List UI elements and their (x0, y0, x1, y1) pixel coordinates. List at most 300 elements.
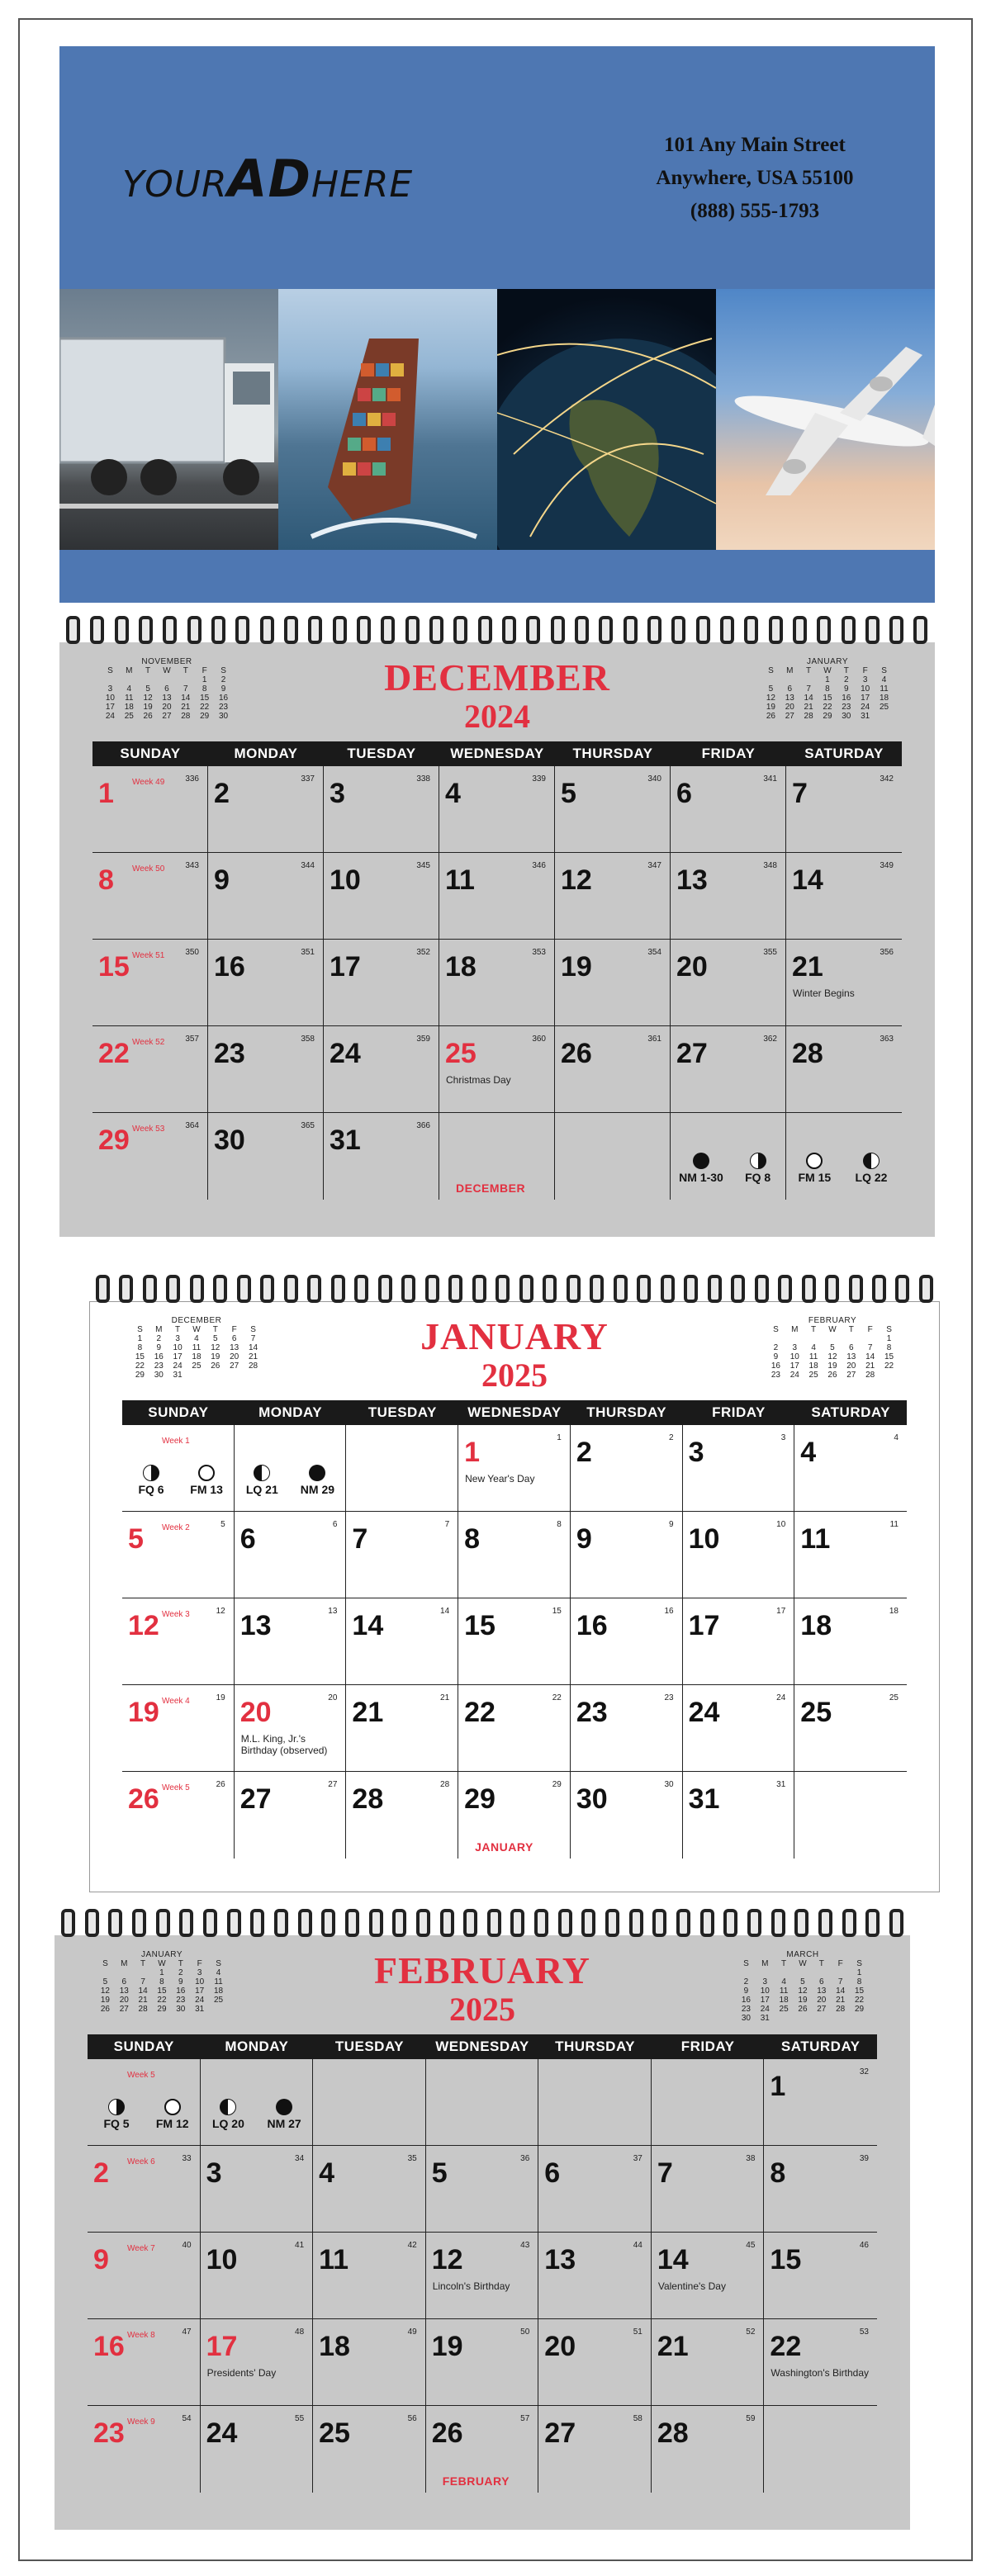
day-of-year: 353 (532, 948, 546, 957)
day-of-year: 352 (416, 948, 430, 957)
mini-date: 16 (176, 1986, 186, 1996)
mini-date: 1 (825, 675, 830, 684)
spiral-ring (429, 616, 443, 644)
mini-date: 1 (886, 1334, 892, 1343)
spiral-ring (700, 1909, 714, 1937)
mini-date: 20 (785, 703, 794, 712)
weekday-label: WEDNESDAY (435, 2039, 529, 2054)
day-cell (458, 1685, 571, 1772)
day-cell (439, 766, 555, 853)
prev-month-mini-calendar (101, 657, 233, 721)
mini-dow-label: T (811, 1325, 817, 1334)
day-cell (439, 1026, 555, 1113)
mini-date: 24 (861, 703, 870, 712)
mini-dow-label: W (158, 1959, 166, 1968)
spiral-ring (526, 616, 540, 644)
spiral-ring (115, 616, 129, 644)
mini-dow-label: F (862, 666, 868, 675)
mini-date (120, 675, 139, 684)
mini-date: 11 (808, 1352, 818, 1361)
mini-date: 7 (867, 1343, 873, 1352)
spiral-ring (624, 616, 638, 644)
mini-calendar-title: JANUARY (807, 657, 848, 666)
mini-date: 7 (837, 1977, 843, 1986)
day-cell (794, 1512, 907, 1598)
day-cell (555, 766, 671, 853)
weekday-label: MONDAY (234, 746, 298, 761)
address-line-1: 101 Any Main Street (664, 134, 846, 156)
mini-date: 28 (248, 1361, 258, 1371)
day-cell (426, 2059, 539, 2146)
mini-date: 5 (768, 684, 774, 694)
weekday-label: SUNDAY (113, 2039, 174, 2054)
day-number: 7 (657, 2157, 673, 2189)
day-of-year: 360 (532, 1035, 546, 1044)
day-of-year: 19 (216, 1693, 225, 1702)
day-cell (555, 853, 671, 940)
spiral-ring (250, 1909, 264, 1937)
mini-dow-label: S (137, 1325, 143, 1334)
spiral-ring (543, 1275, 557, 1303)
mini-date: 18 (879, 694, 889, 703)
last-quarter-moon-icon (254, 1465, 270, 1481)
mini-date: 13 (230, 1343, 239, 1352)
mini-date: 26 (143, 712, 153, 721)
day-number: 31 (688, 1783, 720, 1815)
mini-date: 13 (119, 1986, 129, 1996)
mini-calendar-title: FEBRUARY (808, 1316, 857, 1325)
mini-date (158, 675, 177, 684)
moon-phase-lq (202, 2099, 254, 2130)
address-line-2: Anywhere, USA 55100 (656, 167, 854, 189)
mini-dow-label: T (178, 1959, 183, 1968)
mini-date: 16 (154, 1352, 164, 1361)
day-number: 15 (770, 2244, 802, 2275)
day-grid (92, 766, 902, 1200)
day-number: 10 (688, 1523, 720, 1555)
moon-phase-label: LQ 22 (855, 1171, 888, 1184)
day-number: 24 (330, 1038, 361, 1069)
spiral-ring (731, 1275, 745, 1303)
day-number: 23 (576, 1697, 608, 1728)
next-month-mini-calendar (737, 1950, 869, 2023)
day-cell (92, 853, 208, 940)
prev-month-mini-calendar (96, 1950, 228, 2014)
day-of-year: 33 (182, 2154, 192, 2163)
day-of-year: 45 (746, 2241, 756, 2250)
spiral-ring (614, 1275, 628, 1303)
mini-date (794, 2014, 813, 2023)
mini-date: 15 (854, 1986, 865, 1996)
day-of-year: 28 (440, 1780, 450, 1789)
mini-date: 14 (836, 1986, 846, 1996)
month-title: DECEMBER (384, 656, 610, 698)
day-of-year: 337 (301, 774, 315, 784)
mini-date: 1 (159, 1968, 164, 1977)
mini-dow-label: T (183, 666, 188, 675)
day-cell (652, 2319, 765, 2406)
mini-date: 30 (176, 2005, 186, 2014)
mini-date: 3 (107, 684, 113, 694)
mini-date: 24 (760, 2005, 770, 2014)
day-of-year: 49 (407, 2327, 417, 2337)
day-of-year: 339 (532, 774, 546, 784)
day-cell (764, 2319, 877, 2406)
spiral-ring (213, 1275, 227, 1303)
spiral-ring (66, 616, 80, 644)
day-number: 12 (128, 1610, 159, 1641)
mini-date: 7 (250, 1334, 256, 1343)
spiral-ring (284, 1275, 298, 1303)
mini-dow-label: S (216, 1959, 221, 1968)
day-cell (235, 1512, 347, 1598)
day-cell (794, 1685, 907, 1772)
mini-date: 22 (200, 703, 210, 712)
week-number: Week 49 (132, 778, 165, 787)
last-quarter-moon-icon (863, 1153, 880, 1169)
mini-dow-label: S (773, 1325, 779, 1334)
holiday-label: Winter Begins (793, 987, 855, 999)
moon-phase-fm (789, 1153, 840, 1184)
day-of-year: 359 (416, 1035, 430, 1044)
day-of-year: 51 (633, 2327, 642, 2337)
mini-date (766, 1334, 785, 1343)
week-number: Week 3 (162, 1610, 190, 1619)
day-of-year: 32 (859, 2067, 869, 2076)
mini-date (775, 2014, 794, 2023)
day-cell (313, 2319, 426, 2406)
month-footer-label: JANUARY (475, 1840, 533, 1854)
day-number: 12 (431, 2244, 463, 2275)
mini-date: 7 (806, 684, 811, 694)
spiral-ring (357, 616, 371, 644)
mini-date: 10 (861, 684, 870, 694)
spiral-binding (96, 1275, 933, 1303)
mini-date: 31 (760, 2014, 770, 2023)
spiral-ring (802, 1275, 816, 1303)
day-number: 8 (770, 2157, 786, 2189)
day-cell (426, 2233, 539, 2319)
day-number: 9 (576, 1523, 592, 1555)
mini-dow-label: T (806, 666, 812, 675)
year-title: 2024 (464, 698, 530, 735)
day-number: 26 (128, 1783, 159, 1815)
mini-dow-label: S (768, 666, 774, 675)
day-cell (201, 2146, 314, 2233)
day-cell (208, 1113, 324, 1200)
day-of-year: 20 (328, 1693, 338, 1702)
day-of-year: 357 (185, 1035, 199, 1044)
day-cell (652, 2406, 765, 2493)
mini-date (799, 675, 818, 684)
weekday-label: SATURDAY (811, 1404, 890, 1420)
spiral-ring (190, 1275, 204, 1303)
mini-date: 28 (804, 712, 813, 721)
mini-date: 3 (792, 1343, 798, 1352)
mini-date: 11 (192, 1343, 202, 1352)
mini-date: 17 (173, 1352, 183, 1361)
day-of-year: 35 (407, 2154, 417, 2163)
mini-dow-label: S (856, 1959, 862, 1968)
moon-phase-fm (181, 1465, 232, 1496)
mini-date: 30 (842, 712, 851, 721)
day-cell (538, 2146, 652, 2233)
mini-date: 19 (766, 703, 775, 712)
mini-dow-label: W (163, 666, 171, 675)
day-of-year: 3 (780, 1433, 786, 1442)
day-number: 23 (93, 2417, 125, 2449)
day-cell (88, 2319, 201, 2406)
day-of-year: 4 (894, 1433, 899, 1442)
day-number: 9 (214, 864, 230, 896)
day-of-year: 31 (776, 1780, 786, 1789)
spiral-ring (825, 1275, 839, 1303)
day-cell (555, 1026, 671, 1113)
spiral-ring (575, 616, 589, 644)
day-of-year: 48 (295, 2327, 305, 2337)
spiral-ring (416, 1909, 430, 1937)
mini-dow-label: S (107, 666, 113, 675)
spiral-ring (676, 1909, 690, 1937)
mini-date: 20 (119, 1996, 129, 2005)
spiral-ring (895, 1275, 909, 1303)
next-month-mini-calendar (766, 1316, 899, 1380)
day-number: 22 (464, 1697, 496, 1728)
day-cell (324, 940, 439, 1026)
weekday-label: MONDAY (258, 1404, 323, 1420)
day-number: 28 (657, 2417, 689, 2449)
day-of-year: 338 (416, 774, 430, 784)
mini-date: 6 (231, 1334, 237, 1343)
prev-month-mini-calendar (130, 1316, 263, 1380)
mini-date: 23 (218, 703, 229, 712)
spiral-ring (274, 1909, 288, 1937)
day-cell (458, 1512, 571, 1598)
weekday-label: SUNDAY (148, 1404, 209, 1420)
day-of-year: 43 (520, 2241, 530, 2250)
mini-date: 27 (162, 712, 172, 721)
day-number: 29 (464, 1783, 496, 1815)
mini-date: 8 (137, 1343, 143, 1352)
holiday-label: New Year's Day (465, 1473, 535, 1485)
day-of-year: 41 (295, 2241, 305, 2250)
spiral-binding (66, 616, 928, 644)
day-cell (313, 2059, 426, 2146)
mini-date (804, 1334, 823, 1343)
mini-date: 19 (798, 1996, 808, 2005)
day-number: 9 (93, 2244, 109, 2275)
day-cell (208, 853, 324, 940)
spiral-ring (331, 1275, 345, 1303)
mini-date: 19 (211, 1352, 220, 1361)
mini-date (812, 1968, 831, 1977)
day-of-year: 13 (328, 1607, 338, 1616)
mini-date: 30 (154, 1371, 164, 1380)
mini-date: 14 (138, 1986, 148, 1996)
mini-date: 3 (862, 675, 868, 684)
mini-date: 29 (823, 712, 832, 721)
moon-phase-label: FQ 6 (138, 1483, 164, 1496)
day-number: 8 (98, 864, 114, 896)
day-of-year: 349 (880, 861, 894, 870)
mini-date: 26 (798, 2005, 808, 2014)
spiral-ring (647, 616, 661, 644)
day-cell (571, 1772, 683, 1859)
day-cell (324, 1113, 439, 1200)
last-quarter-moon-icon (220, 2099, 236, 2115)
day-cell (794, 1598, 907, 1685)
day-number: 3 (688, 1437, 704, 1468)
day-cell (122, 1598, 235, 1685)
day-cell (458, 1598, 571, 1685)
mini-date: 9 (156, 1343, 162, 1352)
day-number: 26 (431, 2417, 463, 2449)
new-moon-icon (693, 1153, 709, 1169)
mini-date: 9 (743, 1986, 749, 1996)
day-of-year: 12 (216, 1607, 225, 1616)
day-cell (346, 1685, 458, 1772)
mini-date: 20 (230, 1352, 239, 1361)
mini-date: 1 (137, 1334, 143, 1343)
spiral-ring (369, 1909, 383, 1937)
mini-date: 5 (800, 1977, 805, 1986)
day-cell (671, 853, 786, 940)
day-of-year: 38 (746, 2154, 756, 2163)
spiral-ring (817, 616, 831, 644)
mini-date: 25 (779, 2005, 789, 2014)
spiral-ring (211, 616, 225, 644)
day-cell (92, 1026, 208, 1113)
day-number: 16 (93, 2331, 125, 2362)
mini-date: 28 (865, 1371, 875, 1380)
mini-date: 20 (846, 1361, 856, 1371)
mini-date: 10 (195, 1977, 205, 1986)
mini-date: 28 (181, 712, 191, 721)
month-title: FEBRUARY (374, 1949, 590, 1991)
spiral-ring (187, 616, 202, 644)
spiral-ring (472, 1275, 486, 1303)
week-number: Week 8 (127, 2331, 155, 2340)
day-cell (201, 2233, 314, 2319)
mini-date: 3 (762, 1977, 768, 1986)
mini-date: 15 (884, 1352, 894, 1361)
mini-date: 25 (879, 703, 889, 712)
spiral-ring (684, 1275, 698, 1303)
day-of-year: 2 (669, 1433, 674, 1442)
mini-dow-label: S (886, 1325, 892, 1334)
day-cell (786, 940, 902, 1026)
spiral-ring (163, 616, 177, 644)
spiral-ring (842, 616, 856, 644)
mini-date: 21 (138, 1996, 148, 2005)
spiral-ring (143, 1275, 157, 1303)
mini-date: 21 (181, 703, 191, 712)
mini-date: 25 (808, 1371, 818, 1380)
day-cell (652, 2233, 765, 2319)
moon-phase-nm (676, 1153, 727, 1184)
day-of-year: 21 (440, 1693, 450, 1702)
week-number: Week 2 (162, 1523, 190, 1532)
spiral-ring (354, 1275, 368, 1303)
day-number: 3 (206, 2157, 222, 2189)
moon-phase-fq (126, 1465, 177, 1496)
mini-date: 7 (140, 1977, 145, 1986)
mini-dow-label: T (140, 1959, 146, 1968)
spiral-ring (818, 1909, 832, 1937)
mini-date: 21 (248, 1352, 258, 1361)
day-number: 20 (239, 1697, 272, 1728)
mini-date: 18 (213, 1986, 224, 1996)
day-cell (346, 1598, 458, 1685)
mini-dow-label: W (823, 666, 832, 675)
mini-date (96, 1968, 115, 1977)
day-number: 13 (544, 2244, 576, 2275)
day-cell (88, 2233, 201, 2319)
moon-phases (676, 1153, 897, 1184)
day-cell (458, 1425, 571, 1512)
mini-date (134, 1968, 153, 1977)
spiral-ring (132, 1909, 146, 1937)
spiral-ring (889, 1909, 903, 1937)
spiral-ring (478, 616, 492, 644)
week-number: Week 53 (132, 1125, 165, 1134)
day-number: 15 (98, 951, 130, 983)
day-number: 1 (98, 778, 114, 809)
mini-date: 18 (808, 1361, 818, 1371)
day-cell (538, 2059, 652, 2146)
day-cell (786, 766, 902, 853)
moon-phase-label: FM 12 (155, 2117, 189, 2130)
spiral-ring (345, 1909, 359, 1937)
mini-date: 6 (819, 1977, 824, 1986)
day-cell (538, 2233, 652, 2319)
day-number: 2 (576, 1437, 592, 1468)
day-cell (538, 2319, 652, 2406)
spiral-ring (558, 1909, 572, 1937)
day-cell (764, 2059, 877, 2146)
mini-date: 9 (844, 684, 849, 694)
day-number: 2 (214, 778, 230, 809)
day-number: 11 (319, 2244, 349, 2275)
mini-date: 20 (162, 703, 172, 712)
new-moon-icon (276, 2099, 292, 2115)
day-cell (346, 1512, 458, 1598)
spiral-ring (769, 616, 783, 644)
day-of-year: 17 (776, 1607, 786, 1616)
spiral-ring (425, 1275, 439, 1303)
mini-date (823, 1334, 842, 1343)
day-number: 20 (544, 2331, 576, 2362)
day-cell (764, 2233, 877, 2319)
mini-date (756, 1968, 775, 1977)
mini-date (861, 1334, 880, 1343)
mini-date: 11 (125, 694, 134, 703)
mini-date: 15 (135, 1352, 145, 1361)
day-of-year: 34 (295, 2154, 305, 2163)
day-cell (88, 2146, 201, 2233)
cargo-ship-photo (278, 289, 497, 550)
day-number: 17 (330, 951, 361, 983)
mini-date: 27 (230, 1361, 239, 1371)
day-number: 19 (431, 2331, 463, 2362)
spiral-ring (179, 1909, 193, 1937)
mini-dow-label: F (867, 1325, 873, 1334)
day-cell (324, 853, 439, 940)
mini-date: 23 (771, 1371, 780, 1380)
day-number: 18 (800, 1610, 832, 1641)
day-of-year: 1 (557, 1433, 562, 1442)
day-cell (538, 2406, 652, 2493)
